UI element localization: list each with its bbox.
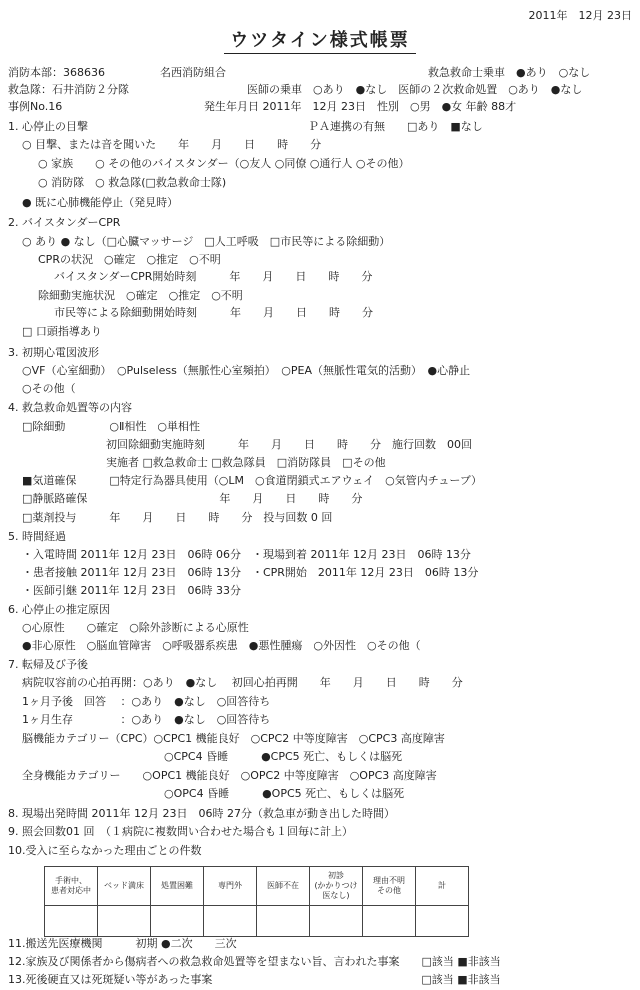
section-4-title: 4. 救急救命処置等の内容 — [8, 401, 132, 414]
doctor-onboard: 医師の乗車 ○あり ●なし 医師の２次救命処置 ○あり ●なし — [247, 83, 583, 96]
section-3-title: 3. 初期心電図波形 — [8, 346, 99, 359]
cpc-line-2: ○CPC4 昏睡 ●CPC5 死亡、もしくは脳死 — [164, 750, 403, 763]
value-cell — [257, 906, 310, 937]
timeline-handover: ・医師引継 2011年 12月 23日 06時 33分 — [22, 584, 241, 597]
section-13-line: 13.死後硬直又は死斑疑い等があった事案 □該当 ■非該当 — [8, 973, 501, 986]
header-cell: 計 — [416, 867, 469, 906]
verbal-guidance-line: □ 口頭指導あり — [22, 325, 102, 338]
value-cell — [45, 906, 98, 937]
value-cell — [98, 906, 151, 937]
header-cell: 処置困難 — [151, 867, 204, 906]
fire-department-id: 消防本部：368636 — [8, 66, 105, 79]
timeline-call-arrival: ・入電時間 2011年 12月 23日 06時 06分 ・現場到着 2011年 12月 23日 06時 13分 — [22, 548, 471, 561]
section-12-line: 12.家族及び関係者から傷病者への救急救命処置等を望まない旨、言われた事案 □該当 ■非該当 — [8, 955, 501, 968]
performer-line: 実施者 □救急救命士 □救急隊員 □消防隊員 □その他 — [106, 456, 386, 469]
case-number: 事例No.16 — [8, 100, 63, 113]
rosc-line: 病院収容前の心拍再開：○あり ●なし 初回心拍再開 年 月 日 時 分 — [22, 676, 463, 689]
cardiac-cause-line: ○心原性 ○確定 ○除外診断による心原性 — [22, 621, 249, 634]
opc-line-2: ○OPC4 昏睡 ●OPC5 死亡、もしくは脳死 — [164, 787, 405, 800]
cpc-line-1: 脳機能カテゴリー（CPC）○CPC1 機能良好 ○CPC2 中等度障害 ○CPC3 高度障害 — [22, 732, 445, 745]
section-7-title: 7. 転帰及び予後 — [8, 658, 88, 671]
section-5-title: 5. 時間経過 — [8, 530, 66, 543]
incident-date-sex-age: 発生年月日 2011年 12月 23日 性別 ○男 ●女 年齢 88才 — [204, 100, 517, 113]
section-1-title: 1. 心停止の目撃 — [8, 120, 88, 133]
witness-fire-ems-line: ○ 消防隊 ○ 救急隊(□救急救命士隊) — [38, 176, 227, 189]
header-cell: ベッド満床 — [98, 867, 151, 906]
airway-line: ■気道確保 □特定行為器具使用（○LM ○食道閉鎖式エアウェイ ○気管内チューブ） — [22, 474, 482, 487]
one-month-survival-line: 1ヶ月生存 ：○あり ●なし ○回答待ち — [22, 713, 271, 726]
drug-admin-line: □薬剤投与 年 月 日 時 分 投与回数 0 回 — [22, 511, 333, 524]
defib-status-line: 除細動実施状況 ○確定 ○推定 ○不明 — [38, 289, 243, 302]
fire-department-name: 名西消防組合 — [160, 66, 226, 79]
ambulance-team: 救急隊：石井消防２分隊 — [8, 83, 129, 96]
header-cell: 理由不明 その他 — [363, 867, 416, 906]
header-cell: 医師不在 — [257, 867, 310, 906]
value-cell — [151, 906, 204, 937]
ecg-other-line: ○その他（ — [22, 382, 76, 395]
pa-coordination: ＰＡ連携の有無 □あり ■なし — [308, 120, 483, 133]
value-cell — [204, 906, 257, 937]
section-9-line: 9. 照会回数01 回 （１病院に複数問い合わせた場合も１回毎に計上） — [8, 825, 353, 838]
section-10-title: 10.受入に至らなかった理由ごとの件数 — [8, 844, 202, 857]
section-2-title: 2. バイスタンダーCPR — [8, 216, 121, 229]
value-cell — [363, 906, 416, 937]
ecg-options-line: ○VF（心室細動） ○Pulseless（無脈性心室頻拍） ○PEA（無脈性電気的活動） ●心静止 — [22, 364, 471, 377]
refusal-count-table — [44, 866, 469, 937]
bystander-cpr-line: ○ あり ● なし（□心臓マッサージ □人工呼吸 □市民等による除細動） — [22, 235, 391, 248]
one-month-prognosis-line: 1ヶ月予後 回答 ：○あり ●なし ○回答待ち — [22, 695, 271, 708]
witness-family-line: ○ 家族 ○ その他のバイスタンダー（○友人 ○同僚 ○通行人 ○その他） — [38, 157, 410, 170]
noncardiac-cause-line: ●非心原性 ○脳血管障害 ○呼吸器系疾患 ●悪性腫瘍 ○外因性 ○その他（ — [22, 639, 421, 652]
report-date: 2011年 12月 23日 — [528, 9, 632, 22]
opc-line-1: 全身機能カテゴリー ○OPC1 機能良好 ○OPC2 中等度障害 ○OPC3 高度障害 — [22, 769, 437, 782]
cpr-status-line: CPRの状況 ○確定 ○推定 ○不明 — [38, 253, 221, 266]
emt-onboard: 救急救命士乗車 ●あり ○なし — [428, 66, 591, 79]
witnessed-line: ○ 目撃、または音を聞いた 年 月 日 時 分 — [22, 138, 322, 151]
header-cell: 手術中、 患者対応中 — [45, 867, 98, 906]
section-8-line: 8. 現場出発時間 2011年 12月 23日 06時 27分（救急車が動き出した時間） — [8, 807, 395, 820]
already-arrested-line: ● 既に心肺機能停止（発見時） — [22, 196, 179, 209]
public-defib-start-line: 市民等による除細動開始時刻 年 月 日 時 分 — [54, 306, 373, 319]
header-cell: 初診 (かかりつけ 医なし) — [310, 867, 363, 906]
section-6-title: 6. 心停止の推定原因 — [8, 603, 110, 616]
header-cell: 専門外 — [204, 867, 257, 906]
first-defib-time-line: 初回除細動実施時刻 年 月 日 時 分 施行回数 00回 — [106, 438, 472, 451]
value-cell — [416, 906, 469, 937]
iv-access-line: □静脈路確保 年 月 日 時 分 — [22, 492, 363, 505]
defibrillation-line: □除細動 ○Ⅱ相性 ○単相性 — [22, 420, 201, 433]
value-cell — [310, 906, 363, 937]
form-title: ウツタイン様式帳票 — [0, 26, 640, 52]
section-11-line: 11.搬送先医療機関 初期 ●二次 三次 — [8, 937, 237, 950]
timeline-contact-cpr: ・患者接触 2011年 12月 23日 06時 13分 ・CPR開始 2011年 12月 23日 06時 13分 — [22, 566, 479, 579]
bystander-cpr-start-line: バイスタンダーCPR開始時刻 年 月 日 時 分 — [54, 270, 373, 283]
